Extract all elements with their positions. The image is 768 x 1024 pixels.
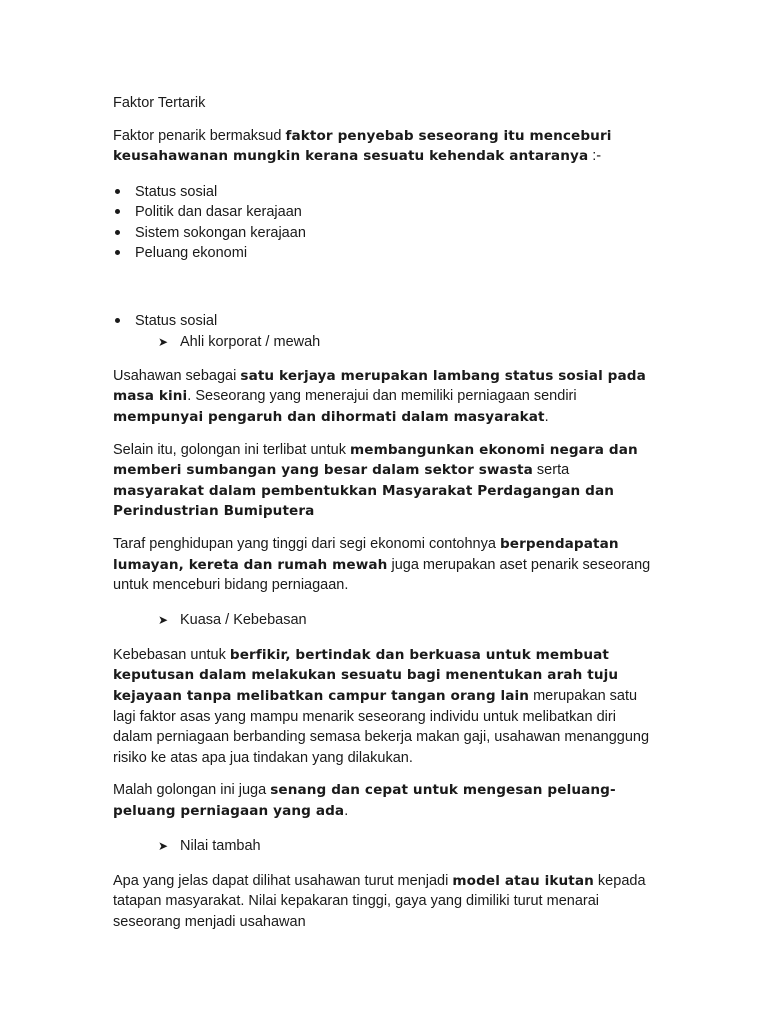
arrowhead-icon: ➤ <box>158 334 169 349</box>
list-item <box>113 243 658 263</box>
paragraph-opportunity <box>113 780 658 821</box>
section-list <box>113 311 658 331</box>
paragraph-text: . <box>344 802 349 819</box>
subheading-corporate <box>113 332 658 352</box>
bullet-icon <box>115 318 120 323</box>
arrowhead-icon: ➤ <box>158 838 169 853</box>
paragraph-economy <box>113 440 658 522</box>
page-title: Faktor Tertarik <box>113 95 206 111</box>
paragraph-bold: berfikir, bertindak dan berkuasa untuk membuat keputusan dalam melakukan sesuatu bagi menentukan arah tuju kejayaan tanpa melibatkan campur tangan orang lain <box>113 646 619 704</box>
list-item-label: Status sosial <box>135 183 218 200</box>
list-item-label: Sistem sokongan kerajaan <box>135 224 306 241</box>
subheading-label: Ahli korporat / mewah <box>180 333 321 350</box>
subheading-value <box>113 836 658 856</box>
bullet-icon <box>115 189 120 194</box>
paragraph-text: Selain itu, golongan ini terlibat untuk <box>113 441 350 458</box>
list-item <box>113 311 658 331</box>
bullet-icon <box>115 209 120 214</box>
paragraph-text: . <box>544 409 549 425</box>
paragraph-bold: masyarakat dalam pembentukkan Masyarakat Perdagangan dan Perindustrian Bumiputera <box>113 482 615 520</box>
section-bullet-label: Status sosial <box>135 313 218 330</box>
paragraph-bold: berpendapatan lumayan, kereta dan rumah mewah <box>113 535 619 573</box>
paragraph-text: Apa yang jelas dapat dilihat usahawan turut menjadi <box>113 872 453 889</box>
intro-tail: :- <box>588 148 602 165</box>
bullet-icon <box>115 250 120 255</box>
document-page <box>113 93 658 932</box>
list-item <box>113 202 658 222</box>
subheading-power <box>113 610 658 630</box>
paragraph-text: juga merupakan aset penarik seseorang untuk menceburi bidang perniagaan. <box>113 556 651 594</box>
factor-list <box>113 182 658 264</box>
subheading-label: Nilai tambah <box>180 837 261 854</box>
paragraph-text: kepada tatapan masyarakat. Nilai kepakaran tinggi, gaya yang dimiliki turut menarai seseorang menjadi usahawan <box>113 872 646 930</box>
intro-bold: faktor penyebab seseorang itu menceburi keusahawanan mungkin kerana sesuatu kehendak antaranya <box>113 127 612 165</box>
arrowhead-icon: ➤ <box>158 612 169 627</box>
paragraph-bold: mempunyai pengaruh dan dihormati dalam masyarakat <box>113 409 545 425</box>
paragraph-text: Malah golongan ini juga <box>113 782 271 799</box>
paragraph-bold: model atau ikutan <box>452 872 594 889</box>
paragraph-text: Taraf penghidupan yang tinggi dari segi ekonomi contohnya <box>113 535 500 552</box>
paragraph-role-model <box>113 871 658 933</box>
paragraph-text: Kebebasan untuk <box>113 646 230 663</box>
list-item <box>113 223 658 243</box>
list-item-label: Peluang ekonomi <box>135 245 248 261</box>
list-item <box>113 182 658 202</box>
subheading-label: Kuasa / Kebebasan <box>180 611 307 628</box>
paragraph-text: merupakan satu lagi faktor asas yang mampu menarik seseorang individu untuk melibatkan diri dalam perniagaan berbanding semasa bekerja makan gaji, usahawan menanggung risiko ke atas apa jua tindakan yang dilakukan. <box>113 687 650 766</box>
paragraph-living-standard <box>113 534 658 596</box>
paragraph-text: Usahawan sebagai <box>113 367 241 384</box>
intro-paragraph <box>113 126 658 167</box>
paragraph-bold: senang dan cepat untuk mengesan peluang-peluang perniagaan yang ada <box>113 782 616 819</box>
intro-text: Faktor penarik bermaksud <box>113 127 286 144</box>
paragraph-freedom <box>113 645 658 769</box>
paragraph-text: . Seseorang yang menerajui dan memiliki perniagaan sendiri <box>187 388 577 405</box>
paragraph-text: serta <box>532 462 570 479</box>
paragraph-bold: membangunkan ekonomi negara dan memberi sumbangan yang besar dalam sektor swasta <box>113 441 638 479</box>
paragraph-bold: satu kerjaya merupakan lambang status sosial pada masa kini <box>113 367 646 405</box>
bullet-icon <box>115 230 120 235</box>
list-item-label: Politik dan dasar kerajaan <box>135 204 302 221</box>
paragraph-status <box>113 366 658 428</box>
